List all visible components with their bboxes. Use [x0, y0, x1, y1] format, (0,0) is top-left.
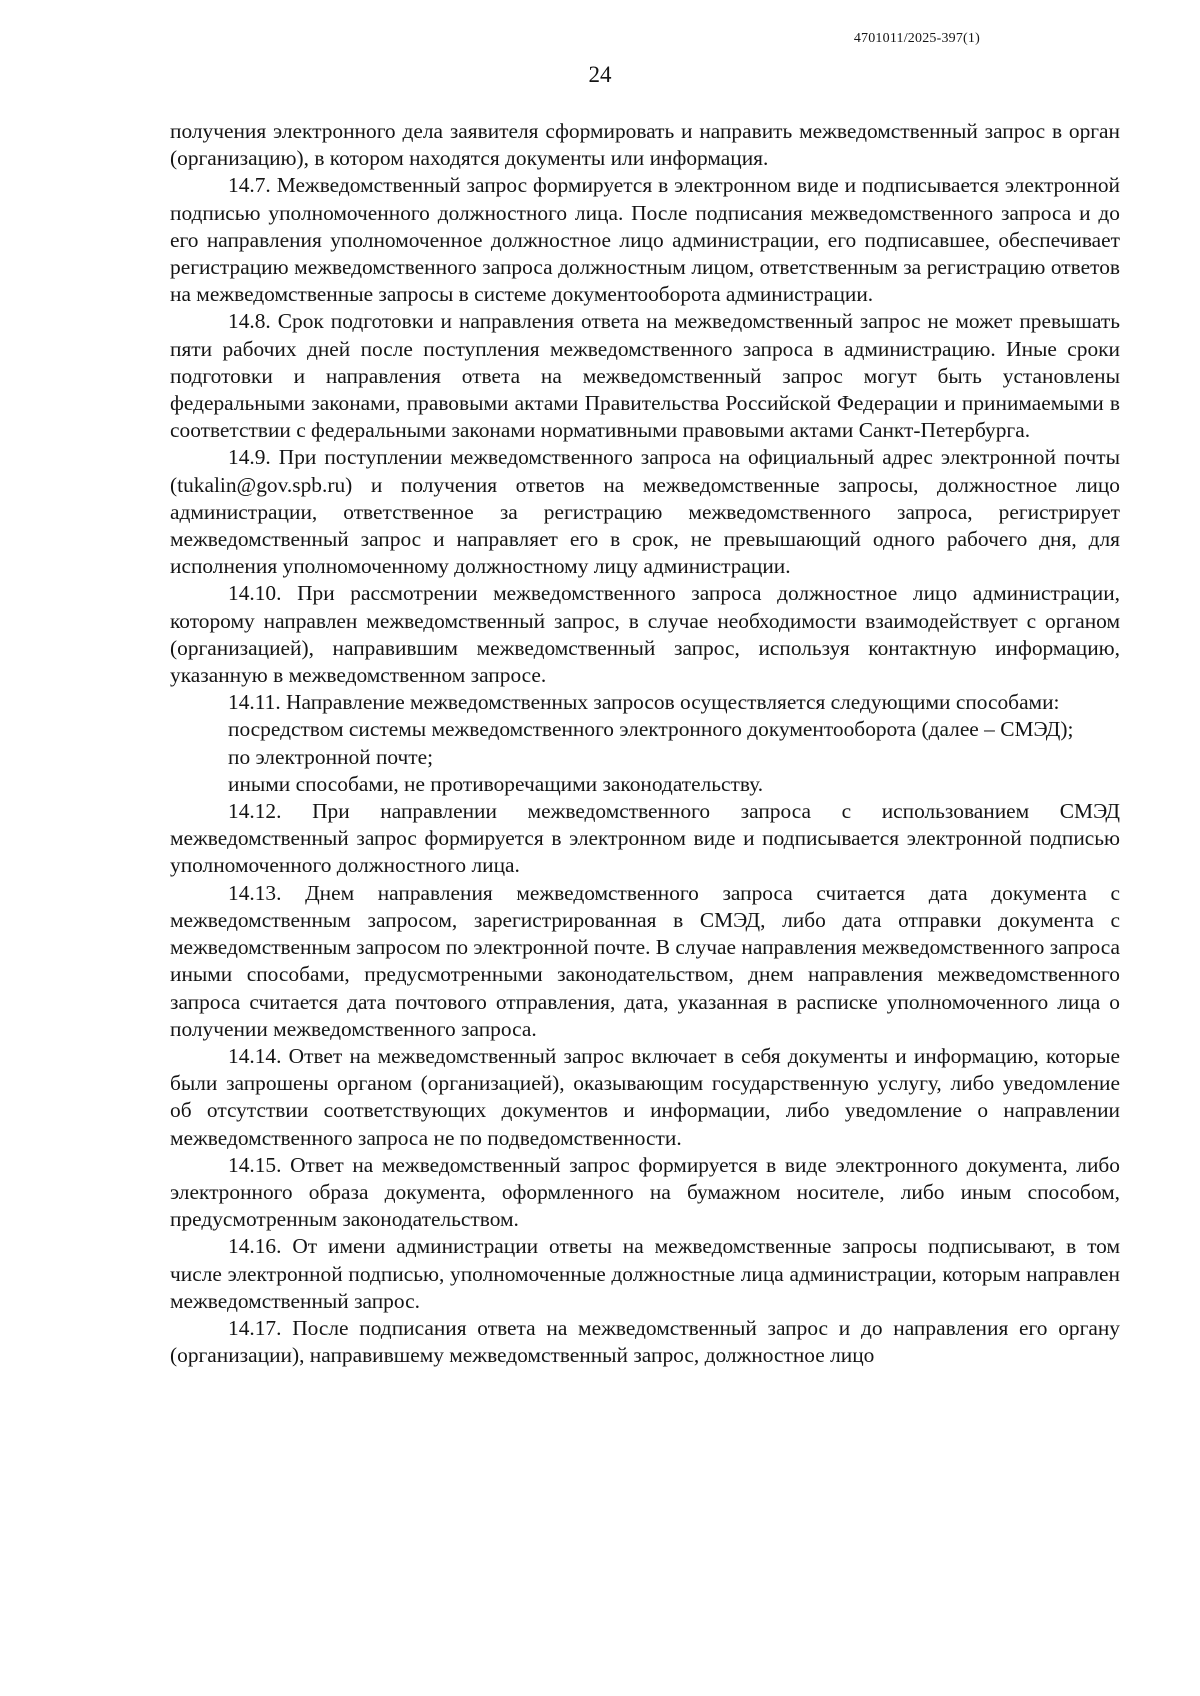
paragraph-14-12: 14.12. При направлении межведомственного запроса с использованием СМЭД межведомственный запрос формируется в электронном виде и подписывается электронной подписью уполномоченного должностного лица. — [170, 799, 1120, 878]
paragraph-14-9: 14.9. При поступлении межведомственного запроса на официальный адрес электронной почты (tukalin@gov.spb.ru) и получения ответов на межведомственные запросы, должностное лицо администрации, ответственное за регистрацию межведомственного запроса, регистрирует межведомственный запрос и направляет его в срок, не превышающий одного рабочего дня, для исполнения уполномоченному должностному лицу администрации. — [170, 445, 1120, 579]
page-number: 24 — [588, 62, 612, 87]
paragraph-14-16: 14.16. От имени администрации ответы на межведомственные запросы подписывают, в том числе электронной подписью, уполномоченные должностные лица администрации, которым направлен межведомственный запрос. — [170, 1234, 1120, 1313]
paragraph-14-17: 14.17. После подписания ответа на межведомственный запрос и до направления его органу (организации), направившему межведомственный запрос, должностное лицо — [170, 1315, 1120, 1368]
paragraph-14-13: 14.13. Днем направления межведомственного запроса считается дата документа с межведомственным запросом, зарегистрированная в СМЭД, либо дата отправки документа с межведомственным запросом по электронной почте. В случае направления межведомственного запроса иными способами, предусмотренными законодательством, днем направления межведомственного запроса считается дата почтового отправления, дата, указанная в расписке уполномоченного лица о получении межведомственного запроса. — [170, 880, 1120, 1041]
document-body — [170, 118, 1120, 1369]
paragraph-14-14: 14.14. Ответ на межведомственный запрос включает в себя документы и информацию, которые были запрошены органом (организацией), оказывающим государственную услугу, либо уведомление об отсутствии соответствующих документов и информации, либо уведомление о направлении межведомственного запроса не по подведомственности. — [170, 1043, 1120, 1150]
list-item-other: иными способами, не противоречащими законодательству. — [228, 771, 764, 796]
paragraph-14-10: 14.10. При рассмотрении межведомственного запроса должностное лицо администрации, которому направлен межведомственный запрос, в случае необходимости взаимодействует с органом (организацией), направившим межведомственный запрос, используя контактную информацию, указанную в межведомственном запросе. — [170, 581, 1120, 688]
list-item-email: по электронной почте; — [228, 744, 434, 769]
list-item-smed: посредством системы межведомственного электронного документооборота (далее – СМЭД); — [228, 717, 1074, 742]
paragraph-14-15: 14.15. Ответ на межведомственный запрос формируется в виде электронного документа, либо электронного образа документа, оформленного на бумажном носителе, либо иным способом, предусмотренным законодательством. — [170, 1152, 1120, 1232]
paragraph-14-8: 14.8. Срок подготовки и направления ответа на межведомственный запрос не может превышать пяти рабочих дней после поступления межведомственного запроса в администрацию. Иные сроки подготовки и направления ответа на межведомственный запрос могут быть установлены федеральными законами, правовыми актами Правительства Российской Федерации и принимаемыми в соответствии с федеральными законами нормативными правовыми актами Санкт-Петербурга. — [170, 309, 1120, 443]
paragraph-14-7: 14.7. Межведомственный запрос формируется в электронном виде и подписывается электронной подписью уполномоченного должностного лица. После подписания межведомственного запроса и до его направления уполномоченное должностное лицо администрации, его подписавшее, обеспечивает регистрацию межведомственного запроса должностным лицом, ответственным за регистрацию ответов на межведомственные запросы в системе документооборота администрации. — [170, 173, 1120, 307]
paragraph-14-11: 14.11. Направление межведомственных запросов осуществляется следующими способами: — [228, 690, 1060, 715]
paragraph-continuation: получения электронного дела заявителя сформировать и направить межведомственный запрос в орган (организацию), в котором находятся документы или информация. — [170, 119, 1120, 171]
document-registration-number: 4701011/2025-397(1) — [853, 31, 980, 46]
